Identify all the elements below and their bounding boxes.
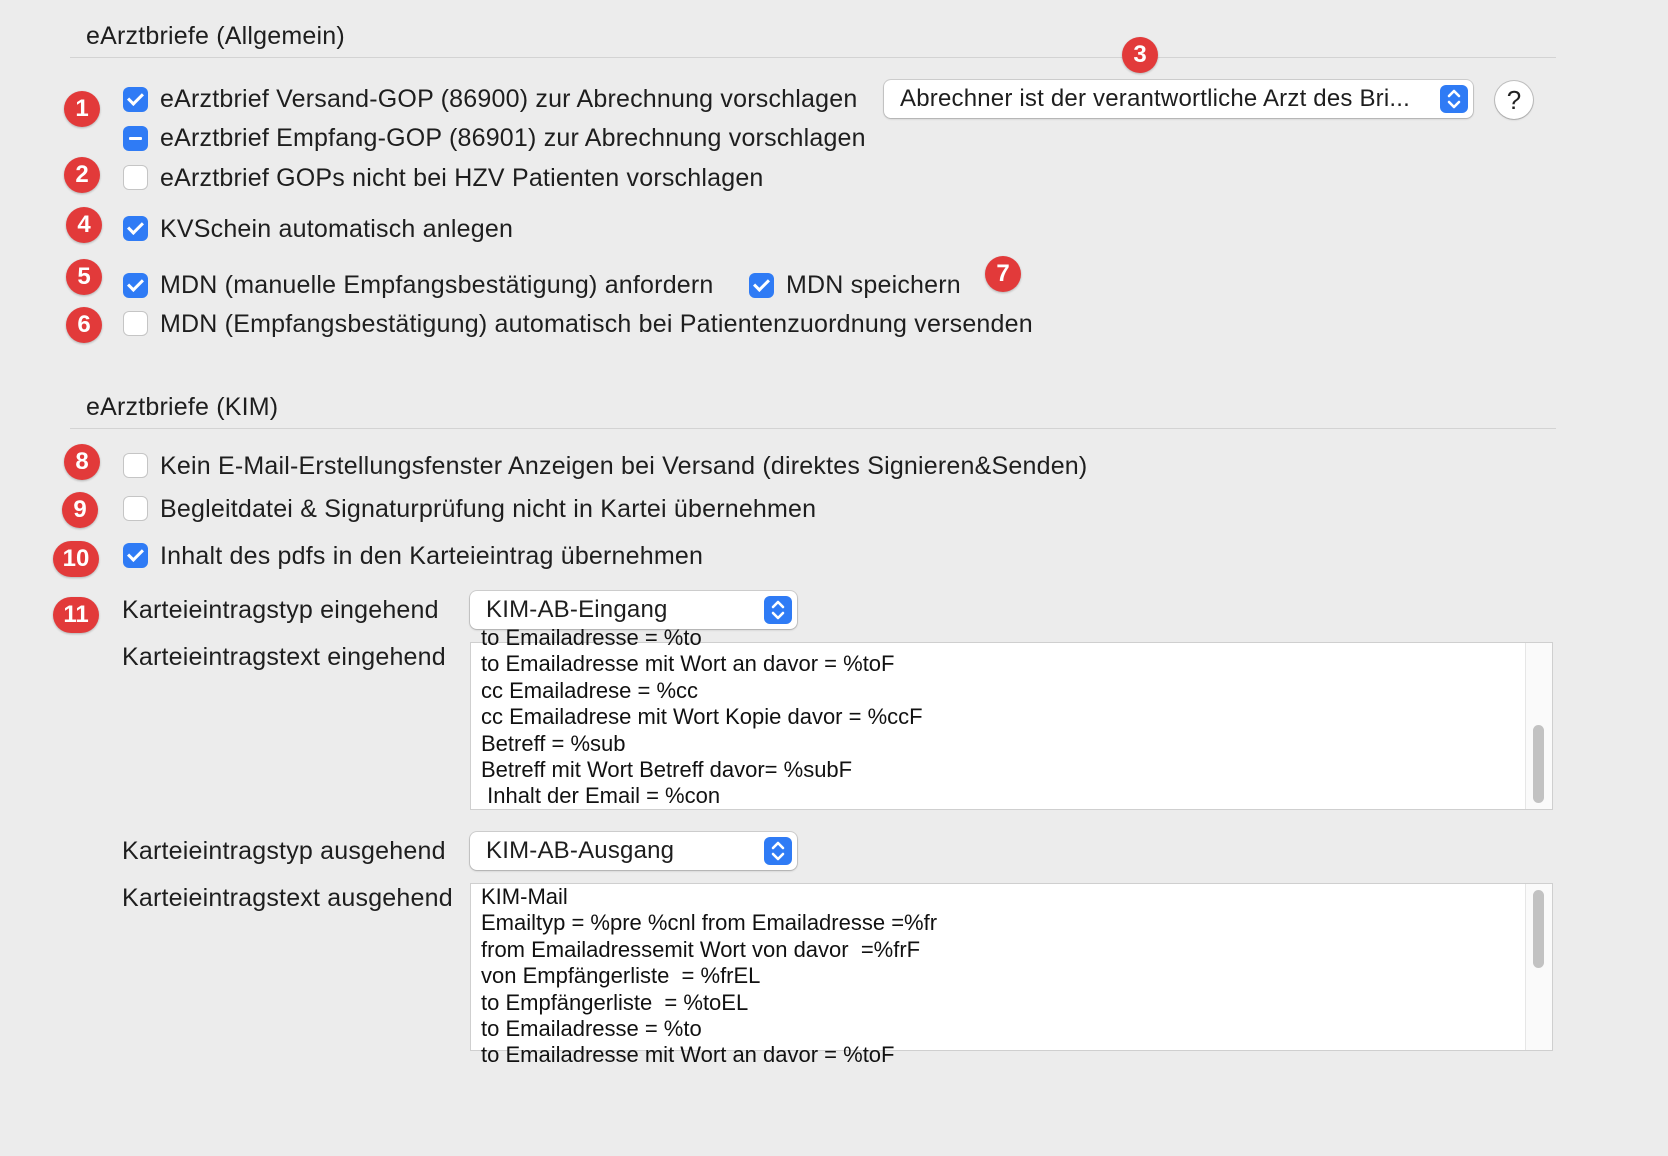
badge-5: 5 [66, 259, 102, 295]
hzv-label: eArztbrief GOPs nicht bei HZV Patienten vorschlagen [160, 164, 764, 192]
no-mail-window-checkbox[interactable] [123, 453, 148, 478]
text-line: Emailtyp = %pre %cnl from Emailadresse =%fr [481, 910, 938, 936]
incoming-scroll-thumb[interactable] [1533, 725, 1544, 803]
mdn-save-label: MDN speichern [786, 271, 961, 299]
text-line: KIM-Mail [481, 884, 568, 909]
text-line: to Empfängerliste = %toEL [481, 989, 749, 1015]
badge-2: 2 [64, 157, 100, 193]
hzv-checkbox[interactable] [123, 165, 148, 190]
incoming-type-popup[interactable] [470, 591, 797, 629]
popup-stepper-icon [1440, 85, 1468, 113]
begleitdatei-label: Begleitdatei & Signaturprüfung nicht in Kartei übernehmen [160, 495, 817, 523]
text-line: von Empfängerliste = %frEL [481, 963, 761, 989]
section-divider [70, 57, 1556, 58]
popup-stepper-icon [764, 837, 792, 865]
versand-gop-checkbox[interactable] [123, 87, 148, 112]
kvschein-label: KVSchein automatisch anlegen [160, 215, 514, 243]
badge-1: 1 [64, 91, 100, 127]
outgoing-type-value: KIM-AB-Ausgang [486, 837, 675, 864]
section-title-general: eArztbriefe (Allgemein) [86, 22, 345, 50]
no-mail-window-label: Kein E-Mail-Erstellungsfenster Anzeigen bei Versand (direktes Signieren&Senden) [160, 452, 1088, 480]
text-line: to Emailadresse mit Wort an davor = %toF [481, 1042, 895, 1068]
incoming-type-label: Karteieintragstyp eingehend [122, 596, 439, 624]
text-line: cc Emailadrese mit Wort Kopie davor = %ccF [481, 704, 923, 730]
badge-11: 11 [53, 597, 99, 633]
outgoing-scroll-thumb[interactable] [1533, 890, 1544, 968]
help-button[interactable]: ? [1495, 81, 1533, 119]
badge-9: 9 [62, 492, 98, 528]
badge-4: 4 [66, 207, 102, 243]
text-line: from Emailadressemit Wort von davor =%frF [481, 936, 921, 962]
empfang-gop-checkbox[interactable] [123, 126, 148, 151]
incoming-scrollbar[interactable] [1525, 643, 1552, 809]
text-line: to Emailadresse = %to [481, 1016, 702, 1042]
incoming-type-value: KIM-AB-Eingang [486, 596, 668, 623]
badge-6: 6 [66, 307, 102, 343]
mdn-manual-checkbox[interactable] [123, 273, 148, 298]
badge-7: 7 [985, 256, 1021, 292]
mdn-manual-label: MDN (manuelle Empfangsbestätigung) anfordern [160, 271, 714, 299]
abrechner-popup-value: Abrechner ist der verantwortliche Arzt des Bri... [900, 85, 1411, 112]
outgoing-text-lines [481, 884, 937, 1069]
abrechner-popup[interactable] [884, 80, 1473, 118]
incoming-text-label: Karteieintragstext eingehend [122, 643, 446, 671]
outgoing-type-popup[interactable] [470, 832, 797, 870]
text-line: to Emailadresse = %to [481, 625, 702, 650]
badge-10: 10 [53, 541, 99, 577]
pdf-inhalt-label: Inhalt des pdfs in den Karteieintrag übernehmen [160, 542, 704, 570]
text-line: Betreff mit Wort Betreff davor= %subF [481, 757, 853, 783]
outgoing-text-label: Karteieintragstext ausgehend [122, 884, 453, 912]
text-line: Inhalt der Email = %con [481, 783, 721, 809]
kvschein-checkbox[interactable] [123, 216, 148, 241]
badge-3: 3 [1122, 37, 1158, 73]
outgoing-scrollbar[interactable] [1525, 884, 1552, 1050]
empfang-gop-label: eArztbrief Empfang-GOP (86901) zur Abrechnung vorschlagen [160, 124, 866, 152]
incoming-text-area[interactable] [470, 625, 1553, 810]
versand-gop-label: eArztbrief Versand-GOP (86900) zur Abrechnung vorschlagen [160, 85, 858, 113]
text-line: to Emailadresse mit Wort an davor = %toF [481, 651, 895, 677]
section-title-kim: eArztbriefe (KIM) [86, 393, 279, 421]
badge-8: 8 [64, 444, 100, 480]
outgoing-text-area[interactable] [470, 883, 1553, 1068]
outgoing-type-label: Karteieintragstyp ausgehend [122, 837, 446, 865]
begleitdatei-checkbox[interactable] [123, 496, 148, 521]
popup-stepper-icon [764, 596, 792, 624]
mdn-save-checkbox[interactable] [749, 273, 774, 298]
text-line: Betreff = %sub [481, 730, 626, 756]
section-divider [70, 428, 1556, 429]
incoming-text-lines [481, 625, 923, 810]
text-line: cc Emailadrese = %cc [481, 677, 699, 703]
mdn-auto-checkbox[interactable] [123, 311, 148, 336]
mdn-auto-label: MDN (Empfangsbestätigung) automatisch bei Patientenzuordnung versenden [160, 310, 1033, 338]
pdf-inhalt-checkbox[interactable] [123, 543, 148, 568]
